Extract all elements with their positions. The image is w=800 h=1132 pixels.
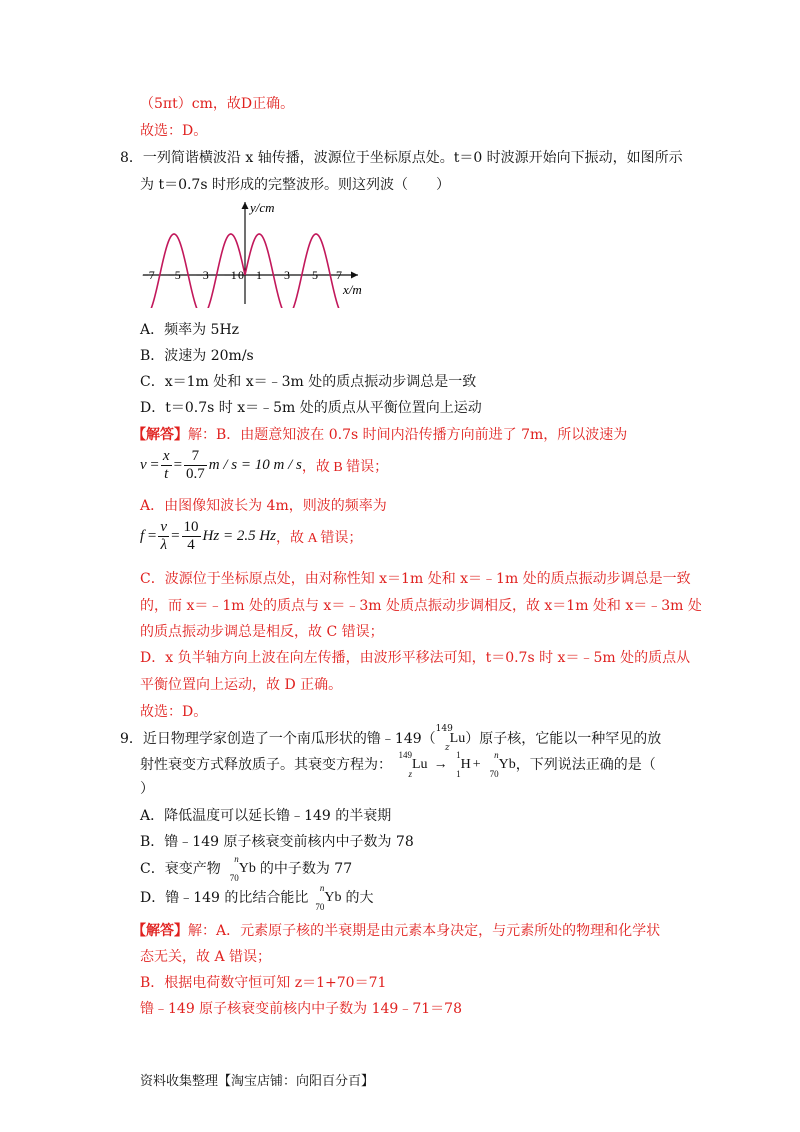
tick-label: −7 (142, 268, 155, 282)
q8-solution-d1: D．x 负半轴方向上波在向左传播，由波形平移法可知，t＝0.7s 时 x＝﹣5m 处的质点从 (140, 650, 691, 666)
q8-equation-velocity: v = $\frac{x}{t}$ = $\frac{7}{0.7}$ m / s = 10 m / s ，故 B 错误； (140, 448, 389, 482)
q9-solution-a2: 态无关，故 A 错误； (140, 949, 272, 965)
q8-solution-d2: 平衡位置向上运动，故 D 正确。 (140, 677, 343, 693)
q9-option-c: C．衰变产物 n 70 Yb 的中子数为 77 (140, 854, 353, 883)
tick-label: 0 (238, 268, 244, 282)
solution-tag: 【解答】 (132, 923, 188, 939)
q8-stem-line1: 8．一列简谐横波沿 x 轴传播，波源位于坐标原点处。t＝0 时波源开始向下振动，如图所示 (120, 150, 683, 166)
q8-solution-a: A．由图像知波长为 4m，则波的频率为 (140, 498, 387, 514)
tick-label: −3 (196, 268, 209, 282)
tick-label: 7 (336, 268, 342, 282)
q8-option-b: B．波速为 20m/s (140, 348, 254, 364)
tick-label: −5 (168, 268, 181, 282)
q9-stem-line3: ） (140, 781, 154, 797)
q8-stem-line2: 为 t＝0.7s 时形成的完整波形。则这列波（ ） (140, 177, 450, 193)
q9-option-d: D．镥﹣149 的比结合能比 n 70 Yb 的大 (140, 883, 374, 912)
q8-answer: 故选：D。 (140, 704, 208, 720)
tick-label: 5 (312, 268, 318, 282)
q8-solution-b: 【解答】解：B．由题意知波在 0.7s 时间内沿传播方向前进了 7m，所以波速为 (132, 427, 628, 443)
q8-solution-c3: 的质点振动步调总是相反，故 C 错误； (140, 624, 384, 640)
q8-solution-c2: 的，而 x＝﹣1m 处的质点与 x＝﹣3m 处质点振动步调相反，故 x＝1m 处和 x＝﹣3m 处 (140, 598, 702, 614)
tick-label: 1 (256, 268, 262, 282)
q9-solution-b2: 镥﹣149 原子核衰变前核内中子数为 149﹣71＝78 (140, 1001, 462, 1017)
x-axis-label: x/m (343, 282, 362, 297)
prev-tail: （5πt）cm，故D正确。 (140, 96, 295, 112)
y-axis-label: y/cm (250, 200, 275, 215)
prev-answer: 故选：D。 (140, 123, 208, 139)
q9-solution-a1: 【解答】解：A．元素原子核的半衰期是由元素本身决定，与元素所处的物理和化学状 (132, 923, 661, 939)
page-footer: 资料收集整理【淘宝店铺：向阳百分百】 (140, 1074, 375, 1089)
q9-stem-line2: 射性衰变方式释放质子。其衰变方程为： 149 z Lu → 1 1 H + n 70 Yb ，下列说法正确的是（ (140, 750, 656, 779)
q9-stem-line1: 9．近日物理学家创造了一个南瓜形状的镥﹣149（ 149 z Lu ）原子核，它能以一种罕见的放 (120, 724, 662, 753)
wave-graph (138, 196, 378, 308)
q9-solution-b1: B．根据电荷数守恒可知 z＝1+70＝71 (140, 975, 387, 991)
q8-option-c: C．x＝1m 处和 x＝﹣3m 处的质点振动步调总是一致 (140, 374, 477, 390)
decay-equation: 149 z Lu → 1 1 H + n 70 Yb (398, 750, 516, 779)
solution-tag: 【解答】 (132, 427, 188, 443)
q8-solution-c1: C．波源位于坐标原点处，由对称性知 x＝1m 处和 x＝﹣1m 处的质点振动步调总是一致 (140, 571, 691, 587)
q8-option-d: D．t＝0.7s 时 x＝﹣5m 处的质点从平衡位置向上运动 (140, 400, 482, 416)
tick-label: −1 (224, 268, 237, 282)
nuclide-lu-stem: 149 z (435, 724, 453, 753)
q9-option-b: B．镥﹣149 原子核衰变前核内中子数为 78 (140, 834, 414, 850)
q8-equation-frequency: f = $\frac{v}{\lambda}$ = $\frac{10}{4}$ Hz = 2.5 Hz ，故 A 错误； (140, 519, 363, 553)
tick-label: 3 (284, 268, 290, 282)
q8-option-a: A．频率为 5Hz (140, 322, 240, 338)
q9-option-a: A．降低温度可以延长镥﹣149 的半衰期 (140, 808, 392, 824)
